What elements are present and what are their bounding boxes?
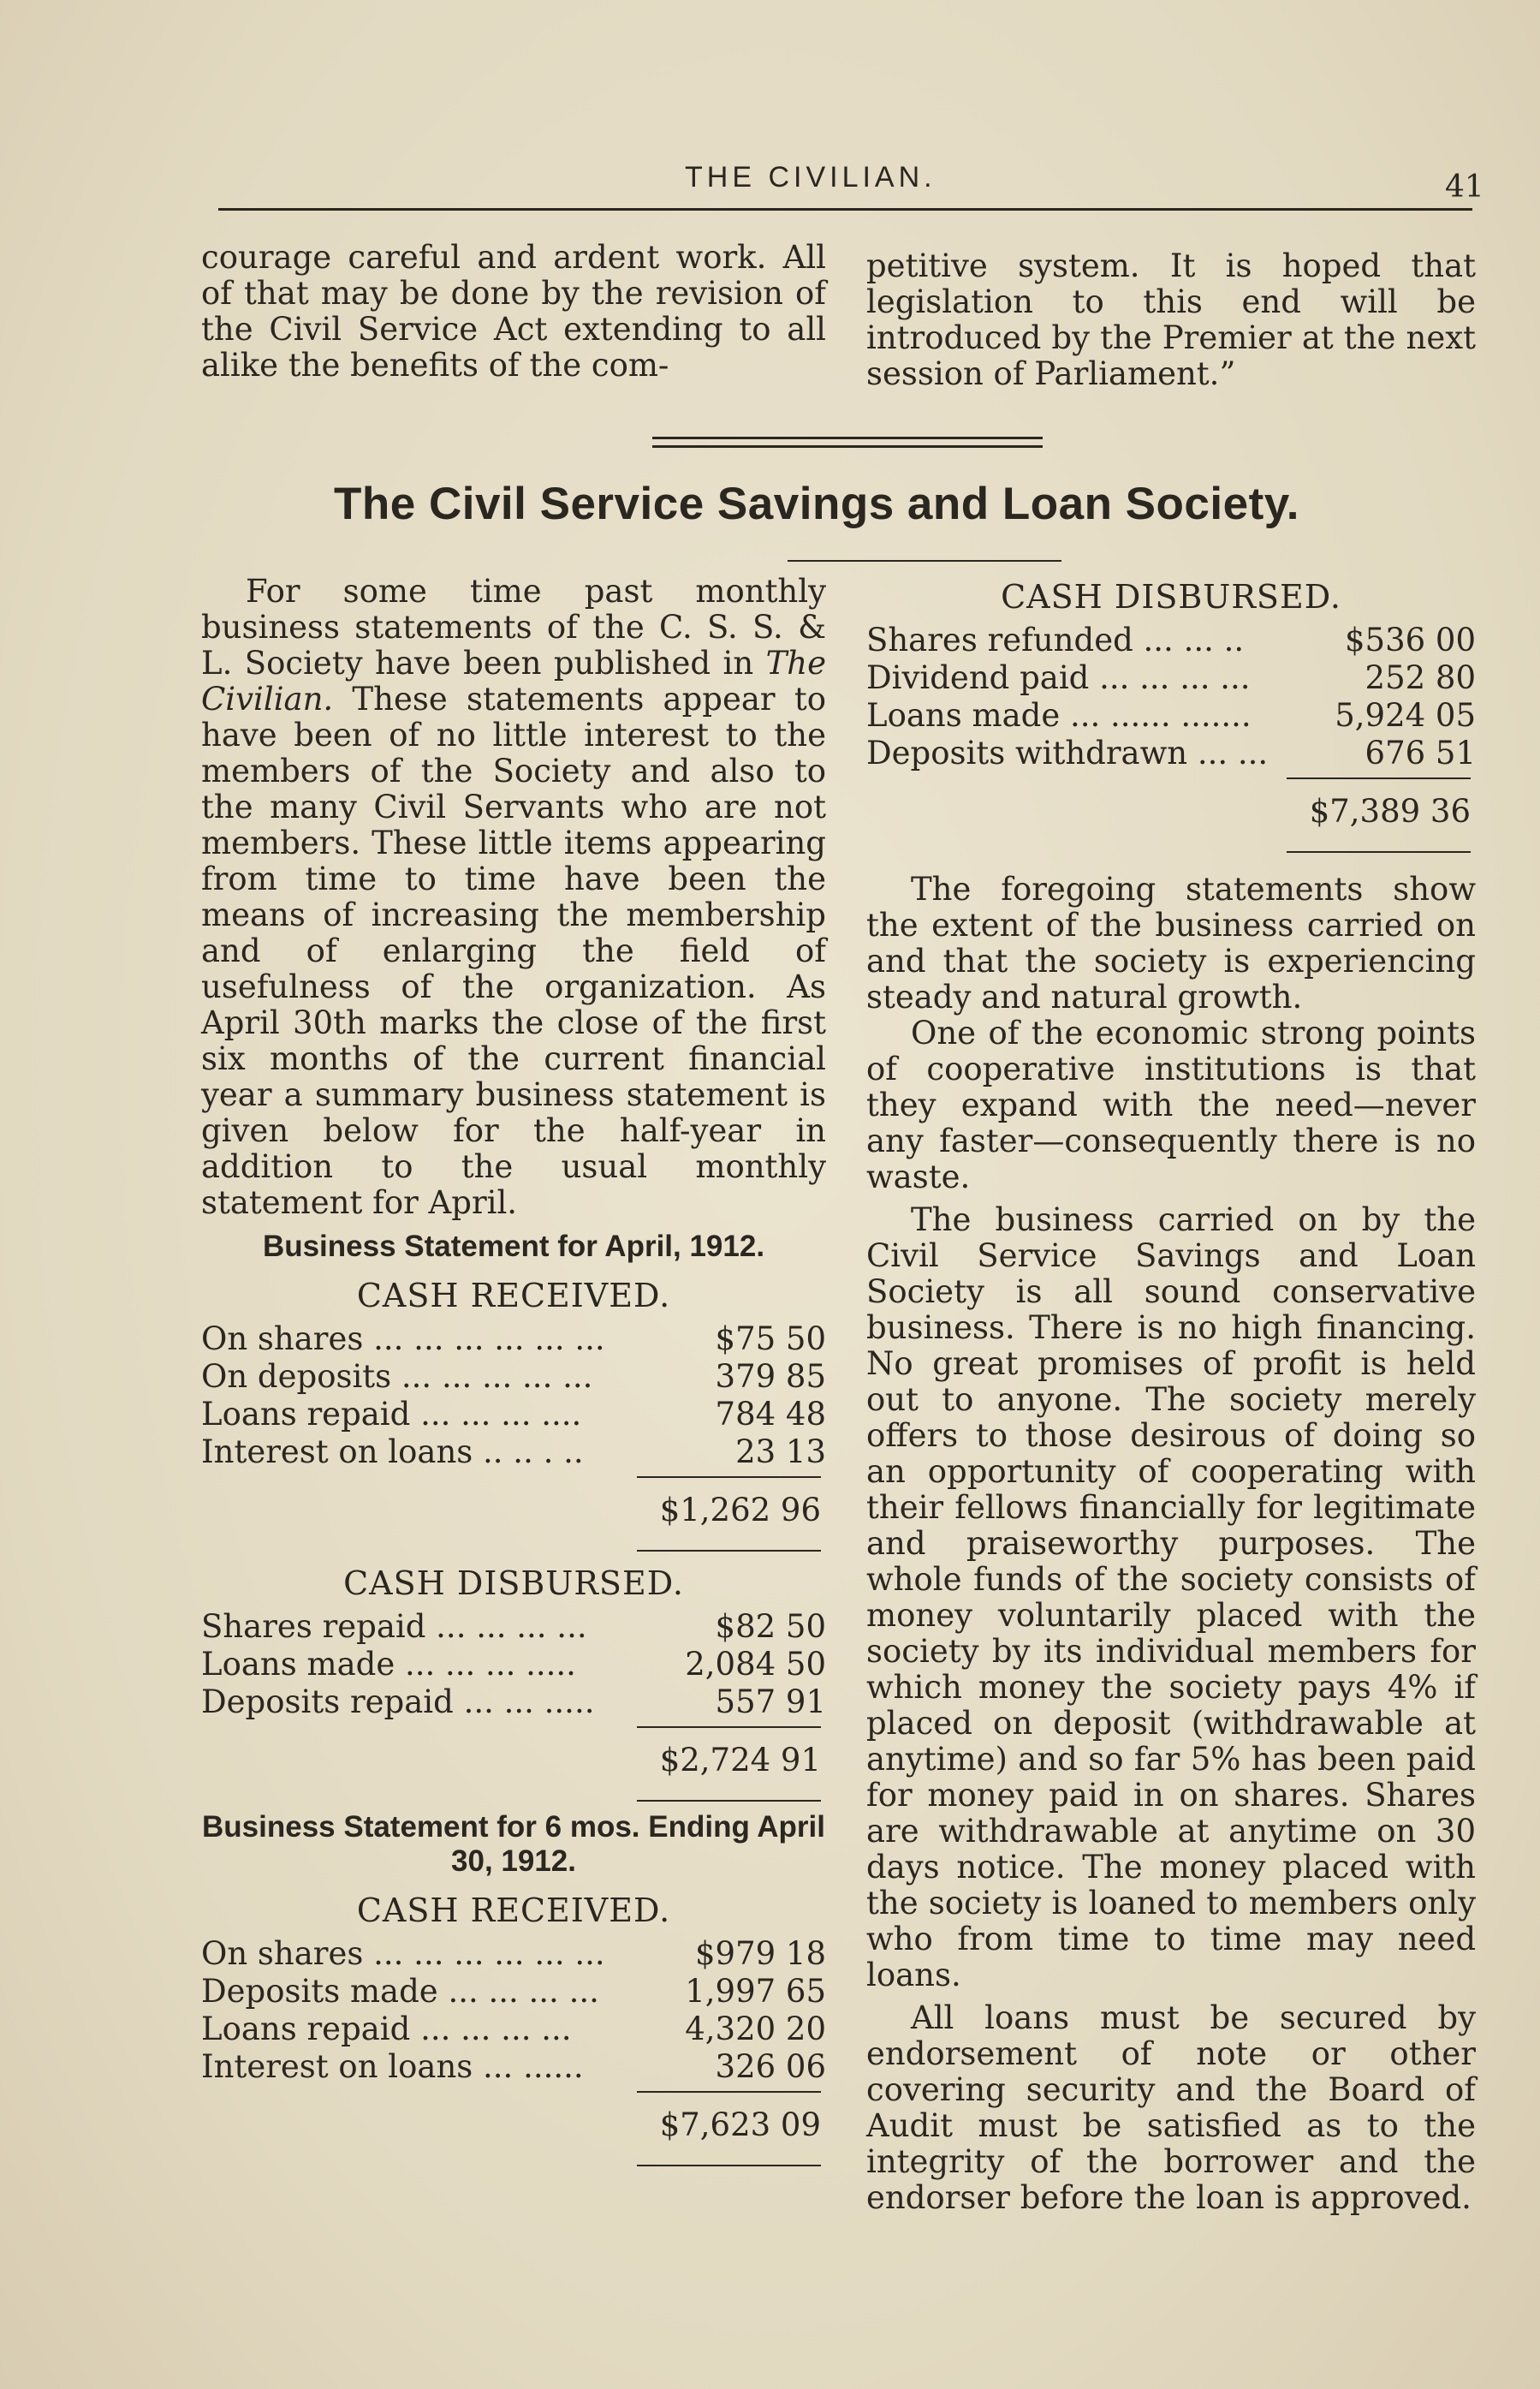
table-row [201, 2048, 826, 2086]
row-amount: 5,924 05 [1335, 697, 1476, 734]
row-amount: 1,997 65 [685, 1973, 826, 2010]
six-month-received-total-block [201, 2091, 826, 2166]
total-rule [637, 1781, 821, 1802]
april-received-total-block [201, 1476, 826, 1552]
row-amount: 23 13 [735, 1433, 826, 1470]
body-paragraph: One of the economic strong points of cooperative institutions is that they expand with the need—never any faster—consequently there is no waste. [866, 1015, 1476, 1195]
row-label: Deposits withdrawn ... ... [866, 735, 1269, 772]
april-cash-disbursed-title: CASH DISBURSED. [343, 1564, 684, 1602]
article-left-column [201, 574, 826, 2166]
row-label: On shares ... ... ... ... ... ... [201, 1320, 605, 1357]
table-row [201, 1683, 826, 1721]
table-row [201, 1973, 826, 2011]
april-received-total: $1,262 96 [637, 1476, 821, 1531]
row-label: Dividend paid ... ... ... ... [866, 659, 1251, 696]
intro-text-after: These statements appear to have been of no little interest to the members of the Society and also to the many Civil Servants who are not members. These little items appearing from time to time have been the means of increasing the membership and of enlarging the field of usefulness of the organization. As April 30th marks the close of the first six months of the current financial year a summary business statement is given below for the half-year in addition to the usual monthly statement for April. [201, 681, 826, 1221]
row-amount: 379 85 [715, 1358, 826, 1395]
row-amount: 557 91 [715, 1683, 826, 1720]
intro-text-before: For some time past monthly business statements of the C. S. S. & L. Society have been published in [201, 573, 826, 682]
table-row [866, 697, 1476, 735]
section-double-rule [652, 437, 1043, 448]
row-amount: $82 50 [715, 1608, 826, 1645]
table-row [866, 659, 1476, 697]
april-cash-received-title: CASH RECEIVED. [356, 1277, 671, 1314]
table-row [201, 1935, 826, 1973]
row-label: Loans repaid ... ... ... .... [201, 1396, 582, 1433]
six-month-cash-received-title: CASH RECEIVED. [356, 1892, 671, 1929]
row-amount: 4,320 20 [685, 2011, 826, 2047]
header-rule [218, 208, 1472, 211]
continuation-right-column [866, 248, 1476, 392]
table-row [201, 1646, 826, 1683]
april-cash-received-table [201, 1320, 826, 1471]
row-label: Shares repaid ... ... ... ... [201, 1608, 587, 1645]
publication-name: The Civilian. [201, 645, 826, 718]
row-amount: $536 00 [1344, 622, 1476, 658]
six-month-statement-heading: Business Statement for 6 mos. Ending April 30, 1912. [202, 1810, 825, 1878]
page-number: 41 [1445, 170, 1484, 205]
title-rule [788, 560, 1061, 562]
april-statement-heading: Business Statement for April, 1912. [262, 1230, 765, 1263]
intro-paragraph [201, 574, 826, 1221]
row-label: On shares ... ... ... ... ... ... [201, 1935, 605, 1972]
body-paragraph: The foregoing statements show the extent of the business carried on and that the society is experiencing steady and natural growth. [866, 871, 1476, 1016]
running-head: THE CIVILIAN. [685, 161, 936, 194]
row-label: Loans repaid ... ... ... ... [201, 2011, 572, 2047]
row-amount: $979 18 [694, 1935, 826, 1972]
row-label: On deposits ... ... ... ... ... [201, 1358, 593, 1395]
row-label: Interest on loans ... ...... [201, 2048, 584, 2085]
body-paragraph: All loans must be secured by endorsement of note or other covering security and the Board of Audit must be satisfied as to the integrity of the borrower and the endorser before the loan is approved. [866, 1999, 1476, 2216]
row-label: Deposits made ... ... ... ... [201, 1973, 599, 2010]
six-month-cash-disbursed-title: CASH DISBURSED. [1001, 578, 1341, 616]
row-amount: 2,084 50 [685, 1646, 826, 1683]
six-month-disbursed-total: $7,389 36 [1287, 777, 1471, 832]
table-row [201, 2011, 826, 2048]
april-disbursed-total-block [201, 1726, 826, 1802]
body-paragraph: The business carried on by the Civil Service Savings and Loan Society is all sound conservative business. There is no high financing. No great promises of profit is held out to anyone. The society merely offers to those desirous of doing so an opportunity of cooperating with their fellows financially for legitimate and praiseworthy purposes. The whole funds of the society consists of money voluntarily placed with the society by its individual members for which money the society pays 4% if placed on deposit (withdrawable at anytime) and so far 5% has been paid for money paid in on shares. Shares are withdrawable at anytime on 30 days notice. The money placed with the society is loaned to members only who from time to time may need loans. [866, 1201, 1476, 1993]
total-rule [637, 2146, 821, 2166]
total-rule [637, 1531, 821, 1552]
table-row [866, 622, 1476, 659]
continuation-text-right: petitive system. It is hoped that legislation to this end will be introduced by the Premier at the next session of Parliament.” [866, 247, 1476, 392]
article-right-column [866, 579, 1476, 2216]
table-row [201, 1320, 826, 1358]
row-amount: 676 51 [1365, 735, 1476, 772]
april-cash-disbursed-table [201, 1608, 826, 1721]
row-label: Shares refunded ... ... .. [866, 622, 1245, 658]
six-month-received-total: $7,623 09 [637, 2091, 821, 2146]
row-amount: 252 80 [1365, 659, 1476, 696]
six-month-cash-disbursed-table [866, 622, 1476, 772]
article-title: The Civil Service Savings and Loan Society. [334, 479, 1300, 529]
row-label: Deposits repaid ... ... ..... [201, 1683, 595, 1720]
six-month-cash-received-table [201, 1935, 826, 2086]
six-month-disbursed-total-block [866, 777, 1476, 853]
row-label: Interest on loans .. .. . .. [201, 1433, 584, 1470]
table-row [201, 1358, 826, 1396]
row-amount: $75 50 [715, 1320, 826, 1357]
row-label: Loans made ... ...... ....... [866, 697, 1252, 734]
april-disbursed-total: $2,724 91 [637, 1726, 821, 1781]
row-amount: 326 06 [715, 2048, 826, 2085]
row-amount: 784 48 [715, 1396, 826, 1433]
table-row [201, 1433, 826, 1471]
table-row [201, 1396, 826, 1433]
row-label: Loans made ... ... ... ..... [201, 1646, 576, 1683]
continuation-left-column [201, 240, 826, 384]
continuation-text-left: courage careful and ardent work. All of that may be done by the revision of the Civil Service Act extending to all alike the benefits of the com- [201, 239, 826, 384]
table-row [866, 735, 1476, 772]
total-rule [1287, 832, 1471, 853]
table-row [201, 1608, 826, 1646]
